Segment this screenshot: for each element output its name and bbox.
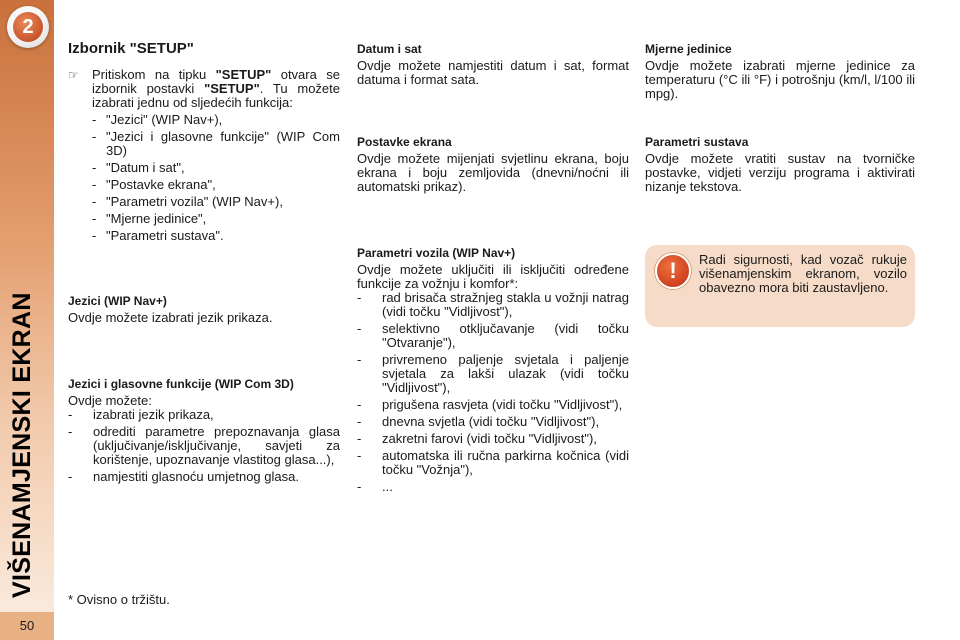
list-item: - "Jezici i glasovne funkcije" (WIP Com 3D) — [92, 129, 340, 158]
setup-title: Izbornik "SETUP" — [68, 40, 194, 57]
vehicle-list — [357, 291, 629, 494]
list-item: - namjestiti glasnoću umjetnog glasa. — [68, 469, 299, 484]
setup-intro-text: Pritiskom na tipku "SETUP" otvara se izbornik postavki "SETUP". Tu možete izabrati jednu od sljedećih funkcija: — [92, 67, 340, 110]
list-item: - rad brisača stražnjeg stakla u vožnji natrag (vidi točku "Vidljivost"), — [357, 290, 629, 319]
column-middle — [357, 42, 629, 497]
setup-menu-list — [92, 113, 340, 243]
warning-text: Radi sigurnosti, kad vozač rukuje višenamjenskim ekranom, vozilo obavezno mora biti zaustavljeno. — [699, 252, 907, 295]
languages-title: Jezici (WIP Nav+) — [68, 294, 167, 308]
languages-text: Ovdje možete izabrati jezik prikaza. — [68, 310, 273, 325]
datetime-title: Datum i sat — [357, 42, 422, 56]
safety-warning-box — [645, 245, 915, 327]
list-item: - ... — [357, 479, 393, 494]
list-item: - "Postavke ekrana", — [92, 177, 216, 192]
list-item: - odrediti parametre prepoznavanja glasa (uključivanje/isključivanje, savjeti za korištenje, upoznavanje vlastitog glasa...), — [68, 424, 340, 467]
page-number: 50 — [0, 612, 54, 640]
footnote: * Ovisno o tržištu. — [68, 592, 170, 607]
list-item: - "Parametri vozila" (WIP Nav+), — [92, 194, 283, 209]
chapter-title: VIŠENAMJENSKI EKRAN — [8, 292, 36, 598]
setup-intro — [68, 68, 340, 110]
list-item: - "Jezici" (WIP Nav+), — [92, 112, 223, 127]
pointing-hand-icon: ☞ — [68, 68, 79, 82]
list-item: - privremeno paljenje svjetala i paljenje svjetala za lakši ulazak (vidi točku "Vidljivost"), — [357, 352, 629, 395]
system-text: Ovdje možete vratiti sustav na tvorničke postavke, vidjeti verziju programa i aktivirati nizanje tekstova. — [645, 151, 915, 194]
display-text: Ovdje možete mijenjati svjetlinu ekrana, boju ekrana i boju zemljovida (dnevni/noćni ili automatski prikaz). — [357, 151, 629, 194]
list-item: - "Datum i sat", — [92, 160, 185, 175]
list-item: - prigušena rasvjeta (vidi točku "Vidljivost"), — [357, 397, 623, 412]
voice-title: Jezici i glasovne funkcije (WIP Com 3D) — [68, 377, 294, 391]
datetime-text: Ovdje možete namjestiti datum i sat, format datuma i format sata. — [357, 58, 629, 87]
chapter-number: 2 — [13, 12, 43, 42]
list-item: - "Mjerne jedinice", — [92, 211, 207, 226]
vehicle-intro: Ovdje možete uključiti ili isključiti određene funkcije za vožnju i komfor*: — [357, 262, 629, 291]
vehicle-title: Parametri vozila (WIP Nav+) — [357, 246, 516, 260]
chapter-sidebar — [0, 0, 54, 640]
exclamation-icon: ! — [655, 253, 691, 289]
voice-intro: Ovdje možete: — [68, 393, 152, 408]
units-text: Ovdje možete izabrati mjerne jedinice za temperaturu (°C ili °F) i potrošnju (km/l, l/100 ili mpg). — [645, 58, 915, 101]
chapter-badge-icon — [7, 6, 49, 48]
column-left — [68, 42, 340, 487]
list-item: - automatska ili ručna parkirna kočnica (vidi točku "Vožnja"), — [357, 448, 629, 477]
display-title: Postavke ekrana — [357, 135, 452, 149]
units-title: Mjerne jedinice — [645, 42, 732, 56]
list-item: - selektivno otključavanje (vidi točku "Otvaranje"), — [357, 321, 629, 350]
list-item: - zakretni farovi (vidi točku "Vidljivost"), — [357, 431, 597, 446]
system-title: Parametri sustava — [645, 135, 749, 149]
list-item: - dnevna svjetla (vidi točku "Vidljivost"), — [357, 414, 600, 429]
voice-list — [68, 408, 340, 484]
list-item: - "Parametri sustava". — [92, 228, 224, 243]
column-right — [645, 42, 915, 194]
list-item: - izabrati jezik prikaza, — [68, 407, 214, 422]
